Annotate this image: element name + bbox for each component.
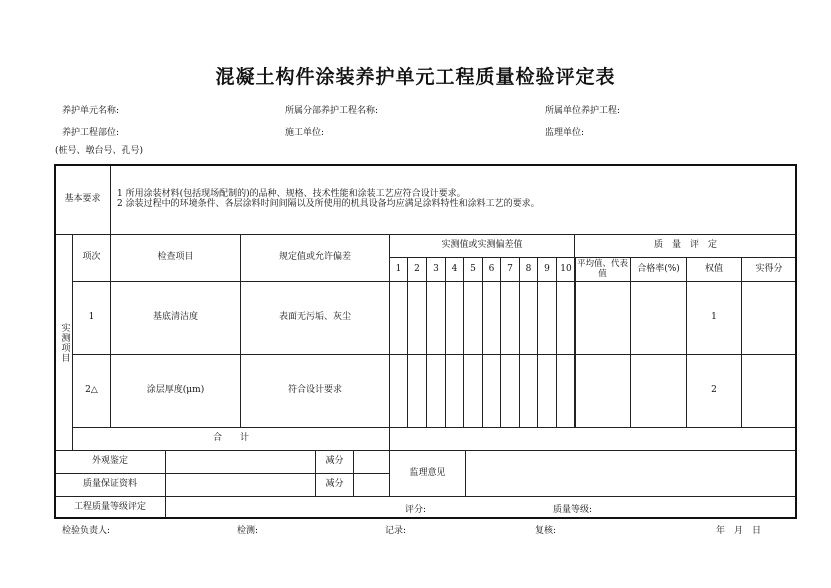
col-rate: 合格率(%) xyxy=(630,257,687,282)
grade-score-label: 评分: xyxy=(405,505,427,515)
qa-deduct-label: 减分 xyxy=(315,473,354,497)
measure-cell[interactable] xyxy=(445,281,464,355)
col-no: 项次 xyxy=(72,234,111,282)
row-spec: 表面无污垢、灰尘 xyxy=(240,281,390,355)
row-no: 2△ xyxy=(72,354,111,428)
recorder-label: 记录: xyxy=(385,526,407,536)
grade-row[interactable] xyxy=(165,496,797,519)
qa-docs-value[interactable] xyxy=(165,473,316,497)
grade-label: 工程质量等级评定 xyxy=(54,496,166,519)
measure-cell[interactable] xyxy=(537,281,557,355)
measure-cell[interactable] xyxy=(463,281,483,355)
contractor-label: 施工单位: xyxy=(285,128,325,138)
measured-items-side-label: 实测项目 xyxy=(54,234,73,451)
appearance-value[interactable] xyxy=(165,450,316,474)
measure-cell[interactable] xyxy=(519,354,538,428)
avg-cell[interactable] xyxy=(574,281,631,355)
measure-cell[interactable] xyxy=(500,281,520,355)
measure-cell[interactable] xyxy=(482,281,501,355)
score-cell[interactable] xyxy=(741,354,797,428)
rate-cell[interactable] xyxy=(630,354,687,428)
measure-col-3: 3 xyxy=(426,257,446,282)
location-note: (桩号、墩台号、孔号) xyxy=(55,146,144,156)
tester-label: 检测: xyxy=(237,526,259,536)
measure-cell[interactable] xyxy=(500,354,520,428)
measure-col-9: 9 xyxy=(537,257,557,282)
basic-req-line-1: 1 所用涂装材料(包括现场配制的)的品种、规格、技术性能和涂装工艺应符合设计要求。 xyxy=(117,188,466,199)
total-value[interactable] xyxy=(389,427,797,451)
appearance-deduct-label: 减分 xyxy=(315,450,354,474)
measure-cell[interactable] xyxy=(463,354,483,428)
basic-req-label: 基本要求 xyxy=(54,164,111,235)
appearance-label: 外观鉴定 xyxy=(54,450,166,474)
col-score: 实得分 xyxy=(741,257,797,282)
measure-col-6: 6 xyxy=(482,257,501,282)
row-no: 1 xyxy=(72,281,111,355)
measure-cell[interactable] xyxy=(537,354,557,428)
reviewer-label: 复核: xyxy=(535,526,557,536)
measure-cell[interactable] xyxy=(556,281,576,355)
col-avg: 平均值、代表值 xyxy=(574,257,631,282)
col-eval: 质 量 评 定 xyxy=(574,234,797,258)
total-label: 合 计 xyxy=(72,427,390,451)
measure-cell[interactable] xyxy=(426,354,446,428)
grade-level-label: 质量等级: xyxy=(553,505,593,515)
avg-cell[interactable] xyxy=(574,354,631,428)
date-label: 年 月 日 xyxy=(716,526,762,536)
measure-col-2: 2 xyxy=(407,257,427,282)
qa-docs-label: 质量保证资料 xyxy=(54,473,166,497)
basic-req-text xyxy=(110,164,797,235)
page-title: 混凝土构件涂装养护单元工程质量检验评定表 xyxy=(215,66,616,88)
qa-deduct-value[interactable] xyxy=(353,473,390,497)
measure-cell[interactable] xyxy=(407,281,427,355)
measure-col-10: 10 xyxy=(556,257,576,282)
measure-col-5: 5 xyxy=(463,257,483,282)
measure-cell[interactable] xyxy=(407,354,427,428)
rate-cell[interactable] xyxy=(630,281,687,355)
score-cell[interactable] xyxy=(741,281,797,355)
supervisor-opinion-label: 监理意见 xyxy=(389,450,466,497)
parent-project-label: 所属单位养护工程: xyxy=(545,106,621,116)
sub-project-label: 所属分部养护工程名称: xyxy=(285,106,379,116)
row-item: 基底清洁度 xyxy=(110,281,241,355)
unit-name-label: 养护单元名称: xyxy=(62,106,120,116)
location-label: 养护工程部位: xyxy=(62,128,120,138)
col-measured: 实测值或实测偏差值 xyxy=(389,234,575,258)
supervisor-label: 监理单位: xyxy=(545,128,585,138)
measure-col-7: 7 xyxy=(500,257,520,282)
measure-cell[interactable] xyxy=(389,281,408,355)
col-spec: 规定值或允许偏差 xyxy=(240,234,390,282)
appearance-deduct-value[interactable] xyxy=(353,450,390,474)
basic-req-line-2: 2 涂装过程中的环境条件、各层涂料时间间隔以及所使用的机具设备均应满足涂料特性和涂料工艺的要求。 xyxy=(117,198,540,209)
measure-col-8: 8 xyxy=(519,257,538,282)
row-spec: 符合设计要求 xyxy=(240,354,390,428)
row-weight: 2 xyxy=(686,354,742,428)
measure-cell[interactable] xyxy=(482,354,501,428)
inspector-label: 检验负责人: xyxy=(62,526,111,536)
measure-cell[interactable] xyxy=(426,281,446,355)
measure-cell[interactable] xyxy=(556,354,576,428)
col-weight: 权值 xyxy=(686,257,742,282)
col-item: 检查项目 xyxy=(110,234,241,282)
measure-col-4: 4 xyxy=(445,257,464,282)
measure-cell[interactable] xyxy=(389,354,408,428)
measure-cell[interactable] xyxy=(519,281,538,355)
measure-cell[interactable] xyxy=(445,354,464,428)
row-item: 涂层厚度(μm) xyxy=(110,354,241,428)
supervisor-opinion-value[interactable] xyxy=(465,450,797,497)
measure-col-1: 1 xyxy=(389,257,408,282)
row-weight: 1 xyxy=(686,281,742,355)
